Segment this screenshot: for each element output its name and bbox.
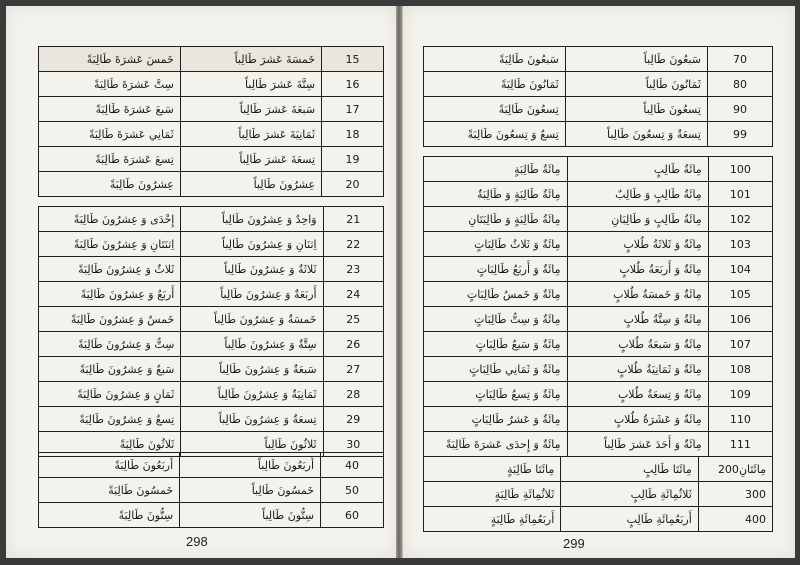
left-table-15-20 bbox=[38, 46, 384, 197]
feminine-form-cell: مِائَةٌ وَ ثَلاثُ طَالِبَاتٍ bbox=[424, 232, 568, 257]
masculine-form-cell: مِائَتَا طَالِبٍ bbox=[561, 457, 698, 482]
feminine-form-cell: أَربَعٌ وَ عِشرُونَ طَالِبَةً bbox=[39, 282, 181, 307]
table-row bbox=[424, 482, 773, 507]
masculine-form-cell: مِائَةٌ وَ أَحَدَ عَشرَ طَالِباً bbox=[567, 432, 708, 457]
masculine-form-cell: سِتُّونَ طَالِباً bbox=[180, 503, 321, 528]
feminine-form-cell: ثَمَانُونَ طَالِبَةً bbox=[424, 72, 566, 97]
feminine-form-cell: إِحْدَى وَ عِشرُونَ طَالِبَةً bbox=[39, 207, 181, 232]
number-cell: 17 bbox=[322, 97, 384, 122]
table-row bbox=[39, 282, 384, 307]
number-cell: 18 bbox=[322, 122, 384, 147]
masculine-form-cell: اِثنَانِ وَ عِشرُونَ طَالِباً bbox=[181, 232, 323, 257]
feminine-form-cell: مِائَةُ طَالِبَةٍ bbox=[424, 157, 568, 182]
number-cell: 40 bbox=[321, 453, 384, 478]
table-row bbox=[424, 382, 773, 407]
table-row bbox=[39, 332, 384, 357]
number-cell: 50 bbox=[321, 478, 384, 503]
number-cell: 400 bbox=[698, 507, 772, 532]
feminine-form-cell: سَبعَ عَشرَةَ طَالِبَةً bbox=[39, 97, 181, 122]
table-row bbox=[39, 122, 384, 147]
number-cell: 106 bbox=[708, 307, 772, 332]
table-row bbox=[39, 307, 384, 332]
masculine-form-cell: ثَلاثُمِائَةِ طَالِبٍ bbox=[561, 482, 698, 507]
masculine-form-cell: أَربَعُمِائَةِ طَالِبٍ bbox=[561, 507, 698, 532]
feminine-form-cell: مِائَةُ طَالِبَةٍ وَ طَالِبَةٌ bbox=[424, 182, 568, 207]
number-cell: 23 bbox=[323, 257, 383, 282]
right-table-100-111 bbox=[423, 156, 773, 457]
number-cell: 70 bbox=[707, 47, 772, 72]
table-row bbox=[39, 47, 384, 72]
number-cell: 24 bbox=[323, 282, 383, 307]
page-number-left: 298 bbox=[186, 534, 208, 549]
masculine-form-cell: خَمسَةٌ وَ عِشرُونَ طَالِباً bbox=[181, 307, 323, 332]
feminine-form-cell: اِثنَتَانِ وَ عِشرُونَ طَالِبَةً bbox=[39, 232, 181, 257]
table-row bbox=[424, 232, 773, 257]
masculine-form-cell: خَمسَةَ عَشرَ طَالِباً bbox=[180, 47, 321, 72]
table-row bbox=[39, 72, 384, 97]
number-cell: 105 bbox=[708, 282, 772, 307]
masculine-form-cell: ثَلاثَةٌ وَ عِشرُونَ طَالِباً bbox=[181, 257, 323, 282]
number-cell: 25 bbox=[323, 307, 383, 332]
feminine-form-cell: مِائَتَا طَالِبَةٍ bbox=[424, 457, 561, 482]
table-row bbox=[424, 157, 773, 182]
number-cell: 21 bbox=[323, 207, 383, 232]
feminine-form-cell: مِائَةُ طَالِبَةٍ وَ طَالِبَتَانِ bbox=[424, 207, 568, 232]
masculine-form-cell: مِائَةٌ وَ ثَمَانِيَةُ طُلابٍ bbox=[567, 357, 708, 382]
table-row bbox=[39, 357, 384, 382]
table-row bbox=[424, 332, 773, 357]
table-row bbox=[39, 407, 384, 432]
feminine-form-cell: سَبعُونَ طَالِبَةً bbox=[424, 47, 566, 72]
feminine-form-cell: سَبعٌ وَ عِشرُونَ طَالِبَةً bbox=[39, 357, 181, 382]
masculine-form-cell: سِتَّةَ عَشرَ طَالِباً bbox=[180, 72, 321, 97]
table-row bbox=[424, 182, 773, 207]
number-cell: 108 bbox=[708, 357, 772, 382]
table-row bbox=[424, 407, 773, 432]
feminine-form-cell: مِائَةٌ وَ سِتُّ طَالِبَاتٍ bbox=[424, 307, 568, 332]
feminine-form-cell: ثَلاثُمِائَةِ طَالِبَةٍ bbox=[424, 482, 561, 507]
table-row bbox=[39, 503, 384, 528]
number-cell: 101 bbox=[708, 182, 772, 207]
masculine-form-cell: تِسعَةَ عَشرَ طَالِباً bbox=[180, 147, 321, 172]
right-table-200-400 bbox=[423, 456, 773, 532]
table-row bbox=[39, 172, 384, 197]
feminine-form-cell: مِائَةٌ وَ سَبعُ طَالِبَاتٍ bbox=[424, 332, 568, 357]
feminine-form-cell: تِسعُونَ طَالِبَةً bbox=[424, 97, 566, 122]
number-cell: 27 bbox=[323, 357, 383, 382]
number-cell: 300 bbox=[698, 482, 772, 507]
feminine-form-cell: ثَمَانٍ وَ عِشرُونَ طَالِبَةً bbox=[39, 382, 181, 407]
number-cell: 109 bbox=[708, 382, 772, 407]
masculine-form-cell: مِائَةٌ وَ عَشَرَةُ طُلابٍ bbox=[567, 407, 708, 432]
feminine-form-cell: خَمسُونَ طَالِبَةً bbox=[39, 478, 180, 503]
feminine-form-cell: مِائَةٌ وَ خَمسُ طَالِبَاتٍ bbox=[424, 282, 568, 307]
feminine-form-cell: تِسعٌ وَ عِشرُونَ طَالِبَةً bbox=[39, 407, 181, 432]
number-cell: 26 bbox=[323, 332, 383, 357]
right-table-70-99 bbox=[423, 46, 773, 147]
feminine-form-cell: خَمسَ عَشرَةَ طَالِبَةً bbox=[39, 47, 181, 72]
number-cell: 80 bbox=[707, 72, 772, 97]
table-row bbox=[424, 97, 773, 122]
table-row bbox=[424, 47, 773, 72]
feminine-form-cell: ثَمَانِي عَشرَةَ طَالِبَةً bbox=[39, 122, 181, 147]
number-cell: 29 bbox=[323, 407, 383, 432]
masculine-form-cell: وَاحِدٌ وَ عِشرُونَ طَالِباً bbox=[181, 207, 323, 232]
masculine-form-cell: تِسعَةٌ وَ عِشرُونَ طَالِباً bbox=[181, 407, 323, 432]
table-row bbox=[424, 122, 773, 147]
feminine-form-cell: عِشرُونَ طَالِبَةً bbox=[39, 172, 181, 197]
left-table-40-60 bbox=[38, 452, 384, 528]
feminine-form-cell: مِائَةٌ وَ ثَمَانِي طَالِبَاتٍ bbox=[424, 357, 568, 382]
table-row bbox=[424, 357, 773, 382]
masculine-form-cell: سَبعُونَ طَالِباً bbox=[565, 47, 707, 72]
masculine-form-cell: مِائَةٌ وَ خَمسَةُ طُلابٍ bbox=[567, 282, 708, 307]
feminine-form-cell: ثَلاثٌ وَ عِشرُونَ طَالِبَةً bbox=[39, 257, 181, 282]
masculine-form-cell: ثَمَانُونَ طَالِباً bbox=[565, 72, 707, 97]
number-cell: 111 bbox=[708, 432, 772, 457]
feminine-form-cell: سِتٌّ وَ عِشرُونَ طَالِبَةً bbox=[39, 332, 181, 357]
feminine-form-cell: أَربَعُونَ طَالِبَةً bbox=[39, 453, 180, 478]
masculine-form-cell: أَربَعَةٌ وَ عِشرُونَ طَالِباً bbox=[181, 282, 323, 307]
masculine-form-cell: سَبعَةَ عَشرَ طَالِباً bbox=[180, 97, 321, 122]
masculine-form-cell: عِشرُونَ طَالِباً bbox=[180, 172, 321, 197]
number-cell: 28 bbox=[323, 382, 383, 407]
number-cell: 107 bbox=[708, 332, 772, 357]
table-row bbox=[424, 507, 773, 532]
masculine-form-cell: مِائَةٌ وَ تِسعَةُ طُلابٍ bbox=[567, 382, 708, 407]
masculine-form-cell: مِائَةٌ وَ ثَلاثَةُ طُلابٍ bbox=[567, 232, 708, 257]
number-cell: 15 bbox=[322, 47, 384, 72]
feminine-form-cell: سِتَّ عَشرَةَ طَالِبَةً bbox=[39, 72, 181, 97]
masculine-form-cell: ثَمَانِيَةٌ وَ عِشرُونَ طَالِباً bbox=[181, 382, 323, 407]
masculine-form-cell: مِائَةٌ وَ سِتَّةُ طُلابٍ bbox=[567, 307, 708, 332]
feminine-form-cell: مِائَةٌ وَ عَشرُ طَالِبَاتٍ bbox=[424, 407, 568, 432]
number-cell: 22 bbox=[323, 232, 383, 257]
table-row bbox=[424, 257, 773, 282]
feminine-form-cell: أَربَعُمِائَةِ طَالِبَةٍ bbox=[424, 507, 561, 532]
number-cell: 20 bbox=[322, 172, 384, 197]
feminine-form-cell: مِائَةٌ وَ أَربَعُ طَالِبَاتٍ bbox=[424, 257, 568, 282]
table-row bbox=[424, 72, 773, 97]
masculine-form-cell: سِتَّةٌ وَ عِشرُونَ طَالِباً bbox=[181, 332, 323, 357]
masculine-form-cell: مِائَةُ طَالِبٍ وَ طَالِبٌ bbox=[567, 182, 708, 207]
feminine-form-cell: سِتُّونَ طَالِبَةً bbox=[39, 503, 180, 528]
feminine-form-cell: ثَلاثُونَ طَالِبَةً bbox=[39, 432, 181, 457]
table-row bbox=[424, 207, 773, 232]
table-row bbox=[39, 257, 384, 282]
masculine-form-cell: خَمسُونَ طَالِباً bbox=[180, 478, 321, 503]
right-page bbox=[402, 6, 795, 558]
feminine-form-cell: مِائَةٌ وَ تِسعُ طَالِبَاتٍ bbox=[424, 382, 568, 407]
table-row bbox=[39, 232, 384, 257]
table-row bbox=[39, 207, 384, 232]
left-table-21-30 bbox=[38, 206, 384, 457]
table-row bbox=[424, 432, 773, 457]
masculine-form-cell: تِسعُونَ طَالِباً bbox=[565, 97, 707, 122]
masculine-form-cell: مِائَةٌ وَ سَبعَةُ طُلابٍ bbox=[567, 332, 708, 357]
number-cell: 90 bbox=[707, 97, 772, 122]
number-cell: 19 bbox=[322, 147, 384, 172]
number-cell: 110 bbox=[708, 407, 772, 432]
table-row bbox=[39, 382, 384, 407]
table-row bbox=[424, 282, 773, 307]
table-row bbox=[424, 307, 773, 332]
feminine-form-cell: تِسعٌ وَ تِسعُونَ طَالِبَةً bbox=[424, 122, 566, 147]
table-row bbox=[39, 97, 384, 122]
number-cell: 200مِائَتَانِ bbox=[698, 457, 772, 482]
masculine-form-cell: مِائَةٌ وَ أَربَعَةُ طُلابٍ bbox=[567, 257, 708, 282]
masculine-form-cell: أَربَعُونَ طَالِباً bbox=[180, 453, 321, 478]
feminine-form-cell: مِائَةٌ وَ إِحدَى عَشرَةَ طَالِبَةً bbox=[424, 432, 568, 457]
number-cell: 60 bbox=[321, 503, 384, 528]
number-cell: 102 bbox=[708, 207, 772, 232]
number-cell: 99 bbox=[707, 122, 772, 147]
masculine-form-cell: مِائَةُ طَالِبٍ bbox=[567, 157, 708, 182]
feminine-form-cell: خَمسٌ وَ عِشرُونَ طَالِبَةً bbox=[39, 307, 181, 332]
number-cell: 100 bbox=[708, 157, 772, 182]
table-row bbox=[424, 457, 773, 482]
number-cell: 103 bbox=[708, 232, 772, 257]
masculine-form-cell: مِائَةُ طَالِبٍ وَ طَالِبَانِ bbox=[567, 207, 708, 232]
table-row bbox=[39, 147, 384, 172]
masculine-form-cell: ثَمَانِيَةَ عَشرَ طَالِباً bbox=[180, 122, 321, 147]
left-page bbox=[6, 6, 397, 558]
masculine-form-cell: ثَلاثُونَ طَالِباً bbox=[181, 432, 323, 457]
number-cell: 16 bbox=[322, 72, 384, 97]
masculine-form-cell: تِسعَةٌ وَ تِسعُونَ طَالِباً bbox=[565, 122, 707, 147]
number-cell: 104 bbox=[708, 257, 772, 282]
feminine-form-cell: تِسعَ عَشرَةَ طَالِبَةً bbox=[39, 147, 181, 172]
table-row bbox=[39, 478, 384, 503]
number-cell: 30 bbox=[323, 432, 383, 457]
masculine-form-cell: سَبعَةٌ وَ عِشرُونَ طَالِباً bbox=[181, 357, 323, 382]
page-number-right: 299 bbox=[563, 536, 585, 551]
table-row bbox=[39, 453, 384, 478]
